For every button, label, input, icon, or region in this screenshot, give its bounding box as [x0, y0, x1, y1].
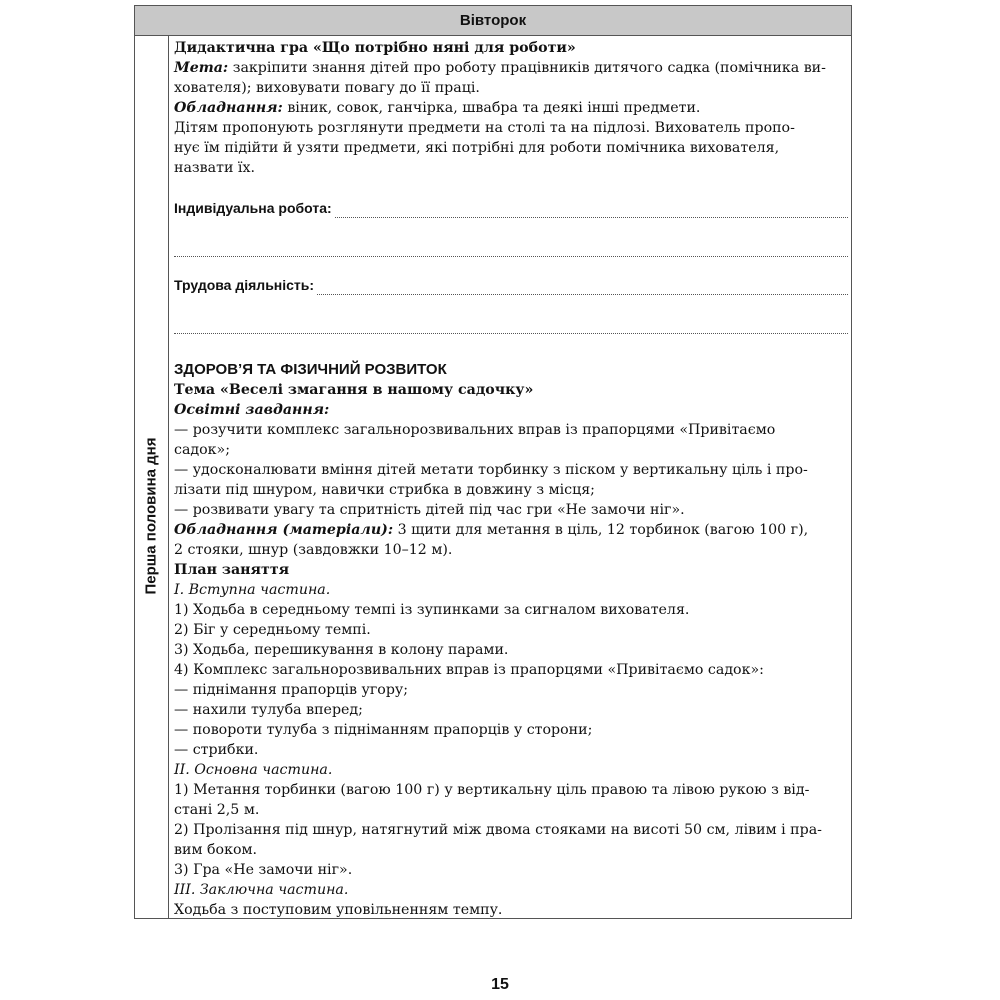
- individual-work-fill-line: [335, 203, 848, 218]
- task-1-line-1: — розучити комплекс загальнорозвивальних вправ із прапорцями «Привітаємо: [174, 422, 776, 438]
- part-2-item-3: 3) Гра «Не замочи ніг».: [174, 862, 353, 878]
- labor-fill-line-2: [174, 313, 848, 334]
- desc-line-3: назвати їх.: [174, 160, 255, 176]
- part-3-title: III. Заключна частина.: [174, 882, 349, 898]
- equipment-text: віник, совок, ганчірка, швабра та деякі інші предмети.: [287, 100, 701, 116]
- side-label: Перша половина дня: [142, 437, 160, 595]
- goal-label: Мета:: [174, 60, 229, 76]
- part-2-item-2-line-2: вим боком.: [174, 842, 258, 858]
- part-1-item-4a: — піднімання прапорців угору;: [174, 682, 409, 698]
- task-1-line-2: садок»;: [174, 442, 231, 458]
- individual-work-row: [174, 198, 848, 218]
- game-goal: [174, 58, 848, 78]
- materials-label: Обладнання (матеріали):: [174, 522, 394, 538]
- part-2-item-1-line-1: 1) Метання торбинки (вагою 100 г) у вертикальну ціль правою та лівою рукою з від-: [174, 782, 810, 798]
- game-title: Дидактична гра «Що потрібно няні для роботи»: [174, 40, 576, 56]
- part-1-item-4b: — нахили тулуба вперед;: [174, 702, 363, 718]
- tasks-label: Освітні завдання:: [174, 402, 330, 418]
- schedule-table: [134, 5, 852, 919]
- task-2-line-1: — удосконалювати вміння дітей метати торбинку з піском у вертикальну ціль і про-: [174, 462, 808, 478]
- part-1-item-2: 2) Біг у середньому темпі.: [174, 622, 371, 638]
- materials-line-1: 3 щити для метання в ціль, 12 торбинок (вагою 100 г),: [397, 522, 809, 538]
- individual-work-label: Індивідуальна робота:: [174, 200, 332, 216]
- materials-line-2: 2 стояки, шнур (завдовжки 10–12 м).: [174, 542, 453, 558]
- desc-line-1: Дітям пропонують розглянути предмети на столі та на підлозі. Вихователь пропо-: [174, 120, 795, 136]
- part-1-item-3: 3) Ходьба, перешикування в колону парами.: [174, 642, 509, 658]
- part-1-item-4: 4) Комплекс загальнорозвивальних вправ із прапорцями «Привітаємо садок»:: [174, 662, 764, 678]
- desc-line-2: нує їм підійти й узяти предмети, які потрібні для роботи помічника вихователя,: [174, 140, 780, 156]
- individual-work-fill-line-2: [174, 236, 848, 257]
- materials: [174, 520, 848, 540]
- topic: Тема «Веселі змагання в нашому садочку»: [174, 382, 534, 398]
- part-1-title: I. Вступна частина.: [174, 582, 331, 598]
- equipment-label: Обладнання:: [174, 100, 283, 116]
- goal-line-2: хователя); виховувати повагу до її праці.: [174, 80, 480, 96]
- part-2-item-2-line-1: 2) Пролізання під шнур, натягнутий між двома стояками на висоті 50 см, лівим і пра-: [174, 822, 822, 838]
- content-cell: [174, 38, 848, 920]
- task-2-line-2: лізати під шнуром, навички стрибка в довжину з місця;: [174, 482, 595, 498]
- part-1-item-1: 1) Ходьба в середньому темпі із зупинками за сигналом вихователя.: [174, 602, 690, 618]
- part-3-item-1: Ходьба з поступовим уповільненням темпу.: [174, 902, 503, 918]
- day-header: [135, 6, 851, 36]
- page-number: 15: [491, 976, 509, 993]
- labor-label: Трудова діяльність:: [174, 277, 315, 293]
- part-2-item-1-line-2: стані 2,5 м.: [174, 802, 260, 818]
- goal-line-1: закріпити знання дітей про роботу працівників дитячого садка (помічника ви-: [232, 60, 826, 76]
- side-column: [135, 36, 169, 918]
- game-equipment: [174, 98, 848, 118]
- part-2-title: II. Основна частина.: [174, 762, 333, 778]
- labor-fill-line: [317, 280, 848, 295]
- day-title: Вівторок: [459, 12, 527, 29]
- labor-row: [174, 275, 848, 295]
- plan-title: План заняття: [174, 562, 290, 578]
- task-3: — розвивати увагу та спритність дітей під час гри «Не замочи ніг».: [174, 502, 685, 518]
- section-title: ЗДОРОВ’Я ТА ФІЗИЧНИЙ РОЗВИТОК: [174, 361, 447, 378]
- part-1-item-4c: — повороти тулуба з підніманням прапорців у сторони;: [174, 722, 593, 738]
- part-1-item-4d: — стрибки.: [174, 742, 259, 758]
